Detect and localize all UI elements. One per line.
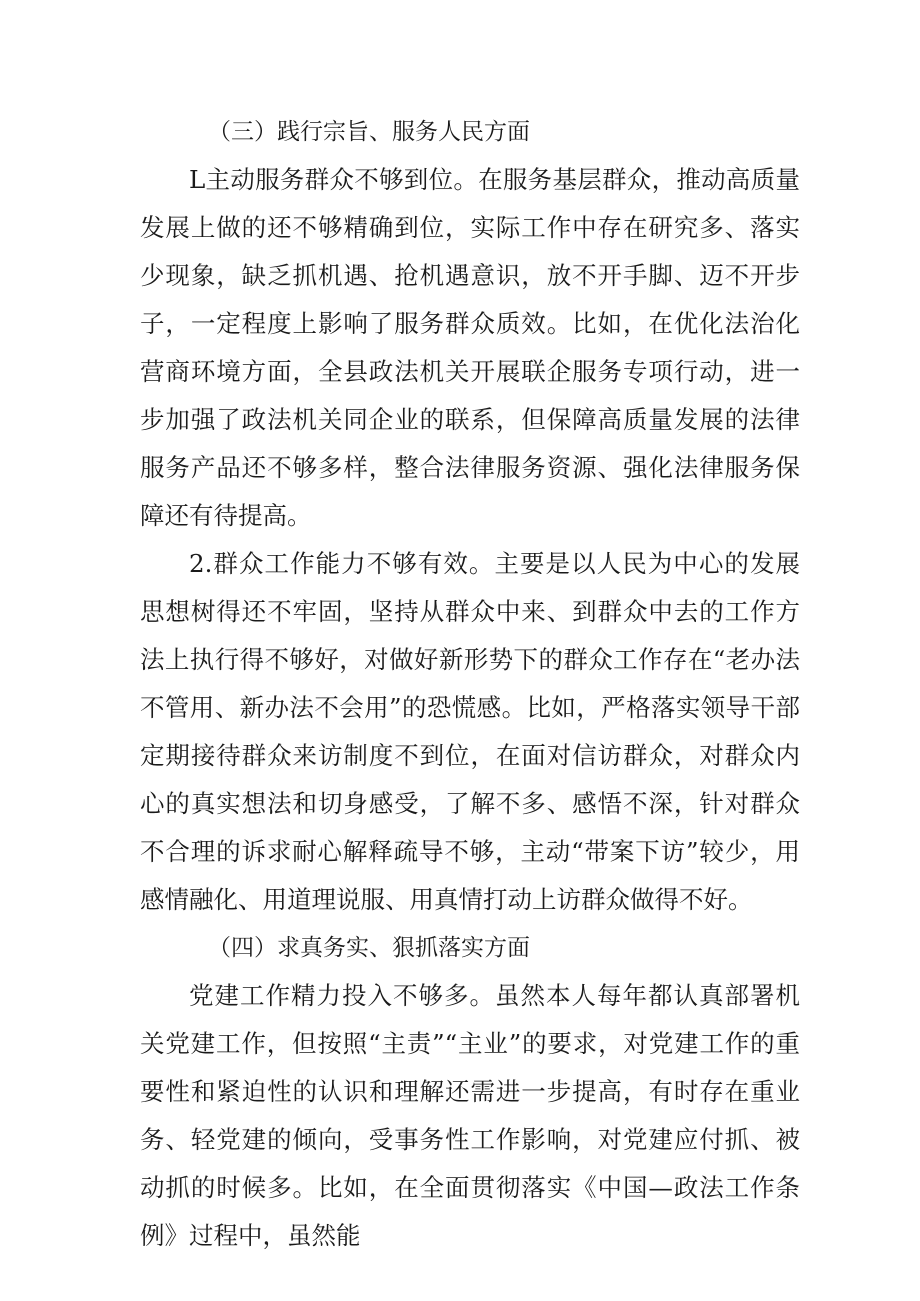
section-3-heading: （三）践行宗旨、服务人民方面 <box>208 119 530 145</box>
document-body <box>140 108 800 1260</box>
section-4-paragraph-1: 党建工作精力投入不够多。虽然本人每年都认真部署机关党建工作，但按照“主责”“主业”的要求，对党建工作的重要性和紧迫性的认识和理解还需进一步提高，有时存在重业务、轻党建的倾向，受事务性工作影响，对党建应付抓、被动抓的时候多。比如，在全面贯彻落实《中国—政法工作条例》过程中，虽然能 <box>140 981 800 1250</box>
section-4-heading: （四）求真务实、狠抓落实方面 <box>208 935 530 961</box>
section-3-paragraph-2: 2.群众工作能力不够有效。主要是以人民为中心的发展思想树得还不牢固，坚持从群众中来、到群众中去的工作方法上执行得不够好，对做好新形势下的群众工作存在“老办法不管用、新办法不会用”的恐慌感。比如，严格落实领导干部定期接待群众来访制度不到位，在面对信访群众，对群众内心的真实想法和切身感受，了解不多、感悟不深，针对群众不合理的诉求耐心解释疏导不够，主动“带案下访”较少，用感情融化、用道理说服、用真情打动上访群众做得不好。 <box>140 549 800 914</box>
section-3-paragraph-1: L主动服务群众不够到位。在服务基层群众，推动高质量发展上做的还不够精确到位，实际工作中存在研究多、落实少现象，缺乏抓机遇、抢机遇意识，放不开手脚、迈不开步子，一定程度上影响了服务群众质效。比如，在优化法治化营商环境方面，全县政法机关开展联企服务专项行动，进一步加强了政法机关同企业的联系，但保障高质量发展的法律服务产品还不够多样，整合法律服务资源、强化法律服务保障还有待提高。 <box>140 165 800 530</box>
